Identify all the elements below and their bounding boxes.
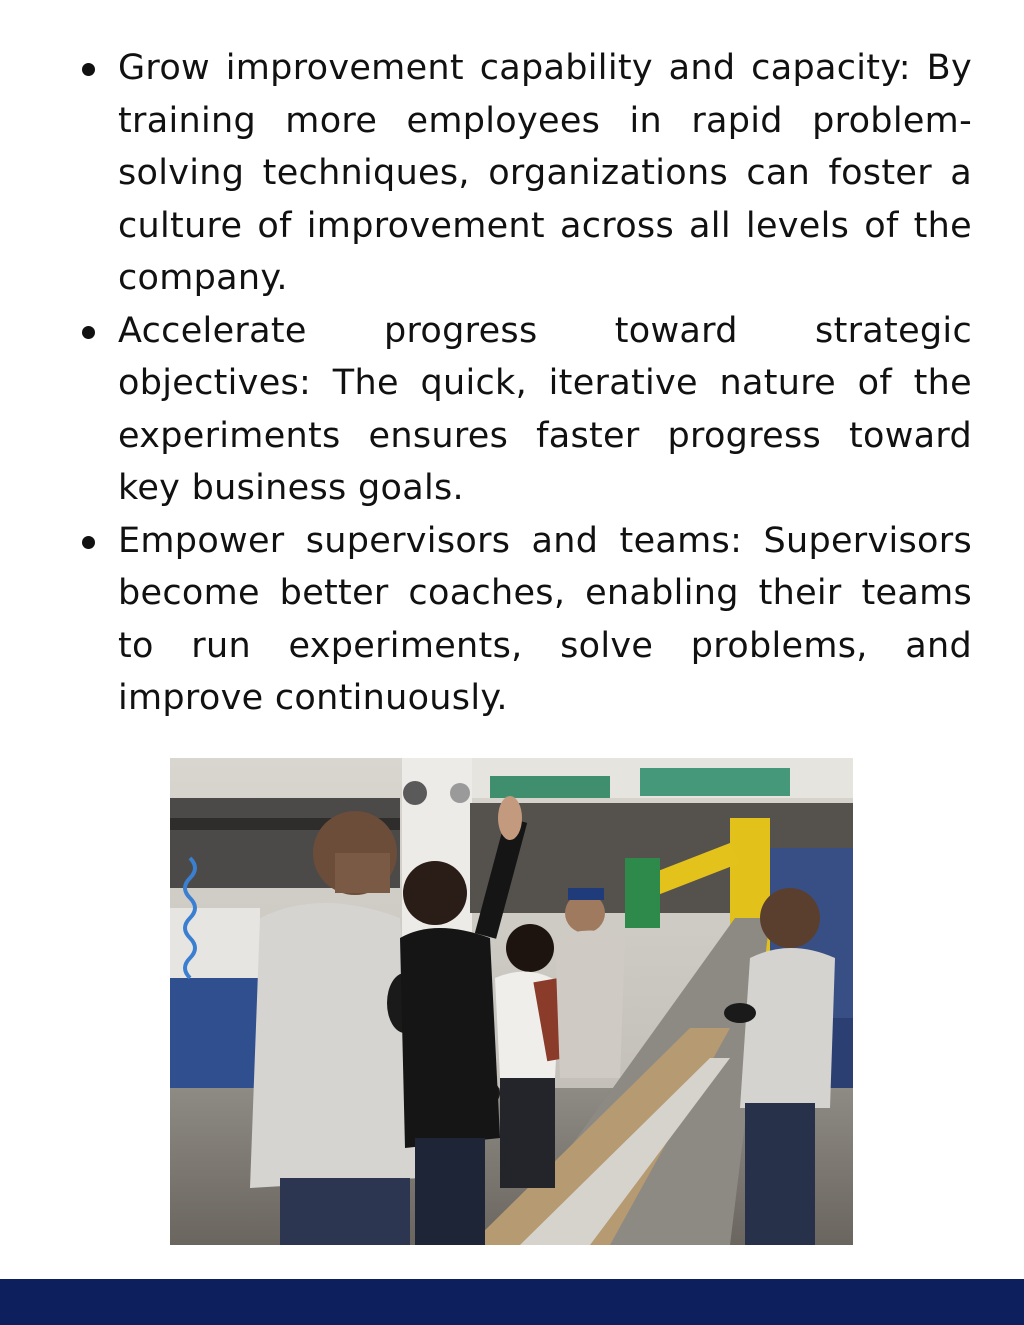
bullet-dot-icon (82, 536, 95, 549)
bullet-item (80, 515, 972, 725)
bullet-dot-icon (82, 326, 95, 339)
bullet-text: Empower supervisors and teams: Supervisors become better coaches, enabling their teams to run experiments, solve problems, and improve continuously. (118, 520, 972, 718)
bullet-item (80, 42, 972, 305)
bullet-dot-icon (82, 63, 95, 76)
factory-team-photo (170, 758, 853, 1245)
bullet-item (80, 305, 972, 515)
bullet-list (80, 42, 972, 725)
bullet-text: Grow improvement capability and capacity: By training more employees in rapid problem-solving techniques, organizations can foster a culture of improvement across all levels of the company. (118, 48, 972, 298)
footer-bar (0, 1279, 1024, 1325)
bullet-text: Accelerate progress toward strategic objectives: The quick, iterative nature of the experiments ensures faster progress toward key business goals. (118, 310, 972, 508)
